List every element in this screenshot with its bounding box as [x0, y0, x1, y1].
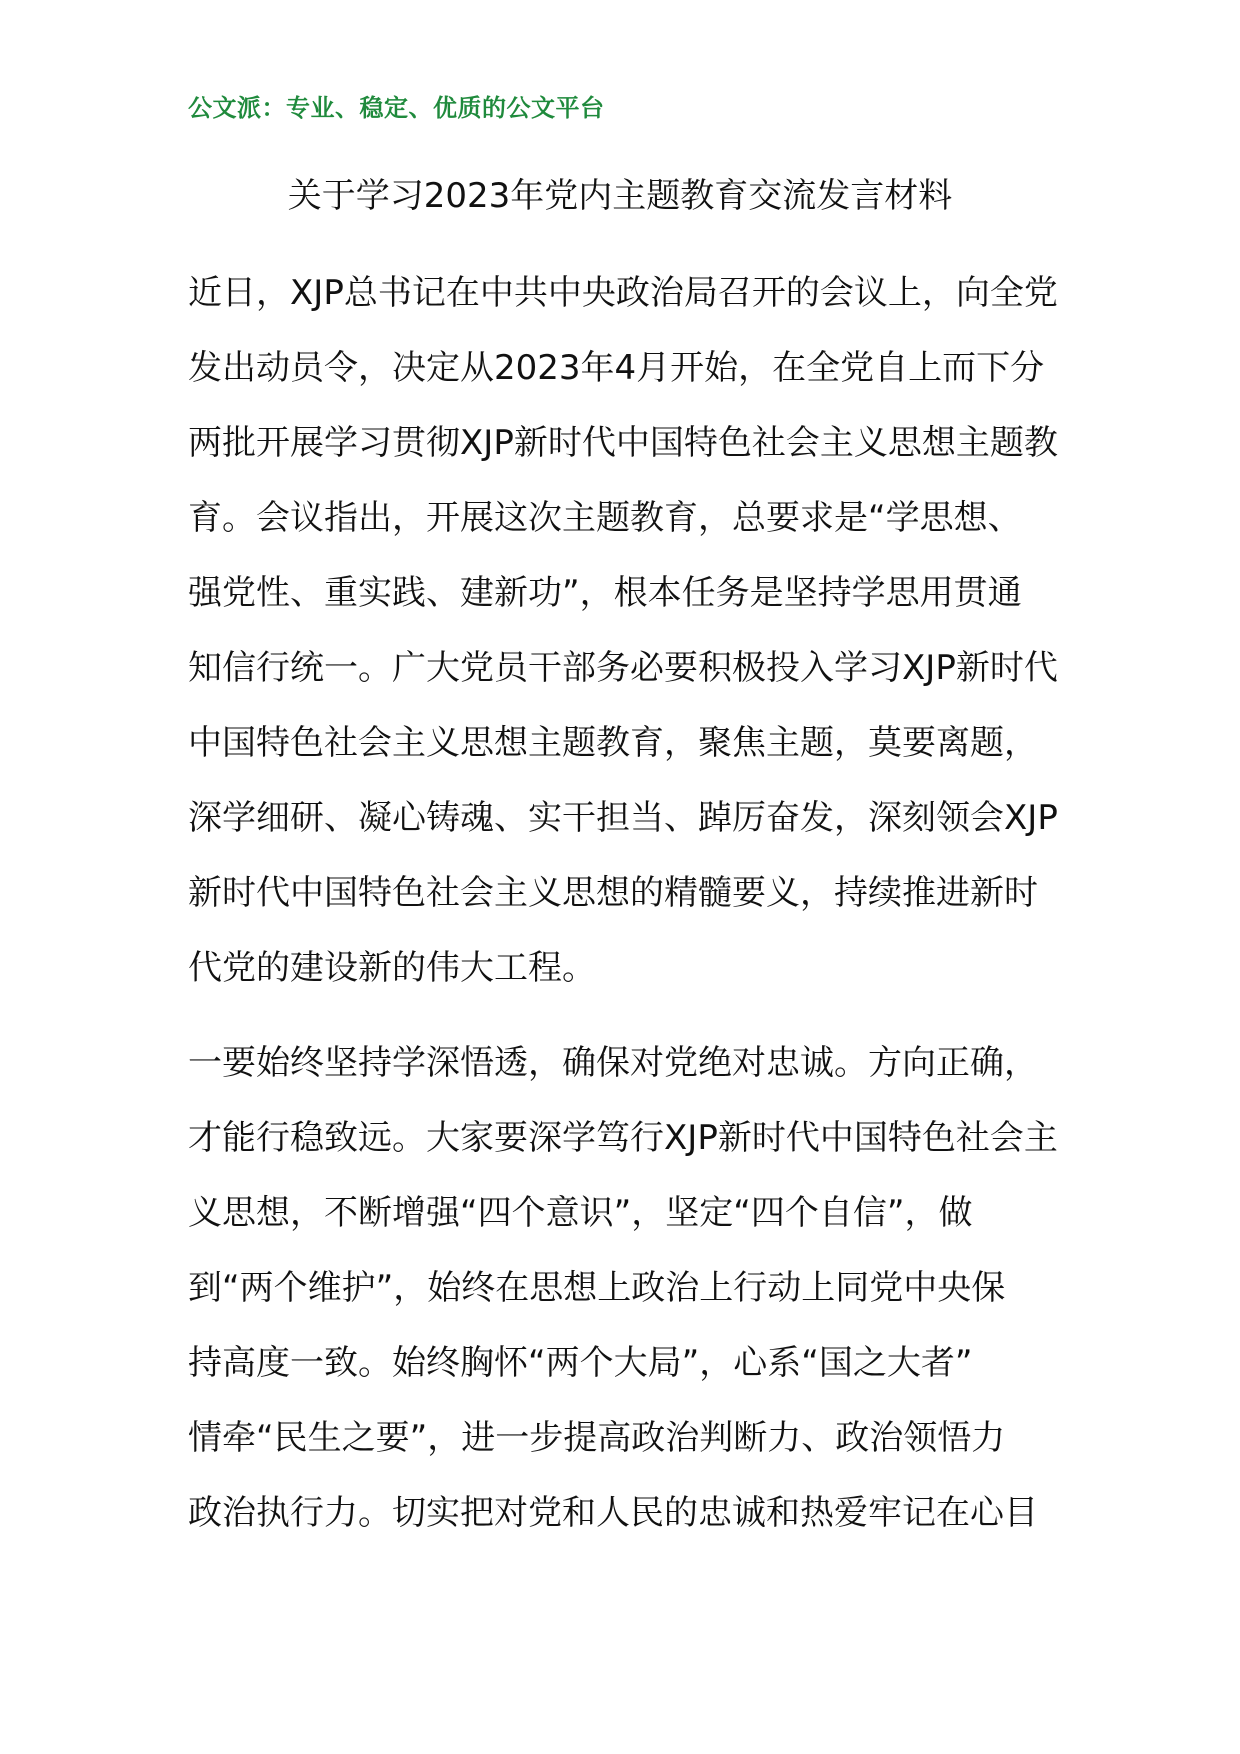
paragraph-line: 新时代中国特色社会主义思想的精髓要义，持续推进新时 — [188, 873, 1038, 913]
site-header-slogan: 公文派：专业、稳定、优质的公文平台 — [188, 94, 605, 122]
paragraph-line: 两批开展学习贯彻XJP新时代中国特色社会主义思想主题教 — [188, 423, 1058, 463]
paragraph-line: 深学细研、凝心铸魂、实干担当、踔厉奋发，深刻领会XJP — [188, 798, 1058, 838]
paragraph-line: 持高度一致。始终胸怀“两个大局”，心系“国之大者” — [188, 1343, 973, 1383]
paragraph-line: 近日，XJP总书记在中共中央政治局召开的会议上，向全党 — [188, 273, 1058, 313]
paragraph-line: 知信行统一。广大党员干部务必要积极投入学习XJP新时代 — [188, 648, 1058, 688]
paragraph-line: 强党性、重实践、建新功”，根本任务是坚持学思用贯通 — [188, 573, 1022, 613]
paragraph-line: 政治执行力。切实把对党和人民的忠诚和热爱牢记在心目 — [188, 1493, 1038, 1533]
paragraph-line: 一要始终坚持学深悟透，确保对党绝对忠诚。方向正确， — [188, 1043, 1038, 1083]
paragraph-line: 到“两个维护”，始终在思想上政治上行动上同党中央保 — [188, 1268, 1006, 1308]
paragraph-intro — [188, 256, 1068, 1006]
paragraph-line: 育。会议指出，开展这次主题教育，总要求是“学思想、 — [188, 498, 1022, 538]
paragraph-line: 发出动员令，决定从2023年4月开始，在全党自上而下分 — [188, 348, 1045, 388]
paragraph-line: 义思想，不断增强“四个意识”，坚定“四个自信”，做 — [188, 1193, 973, 1233]
paragraph-line: 情牵“民生之要”，进一步提高政治判断力、政治领悟力 — [188, 1418, 1006, 1458]
paragraph-line: 中国特色社会主义思想主题教育，聚焦主题，莫要离题， — [188, 723, 1038, 763]
paragraph-line: 才能行稳致远。大家要深学笃行XJP新时代中国特色社会主 — [188, 1118, 1058, 1158]
paragraph-line: 代党的建设新的伟大工程。 — [188, 948, 596, 988]
document-title: 关于学习2023年党内主题教育交流发言材料 — [287, 176, 953, 216]
paragraph-point-one — [188, 1026, 1068, 1551]
